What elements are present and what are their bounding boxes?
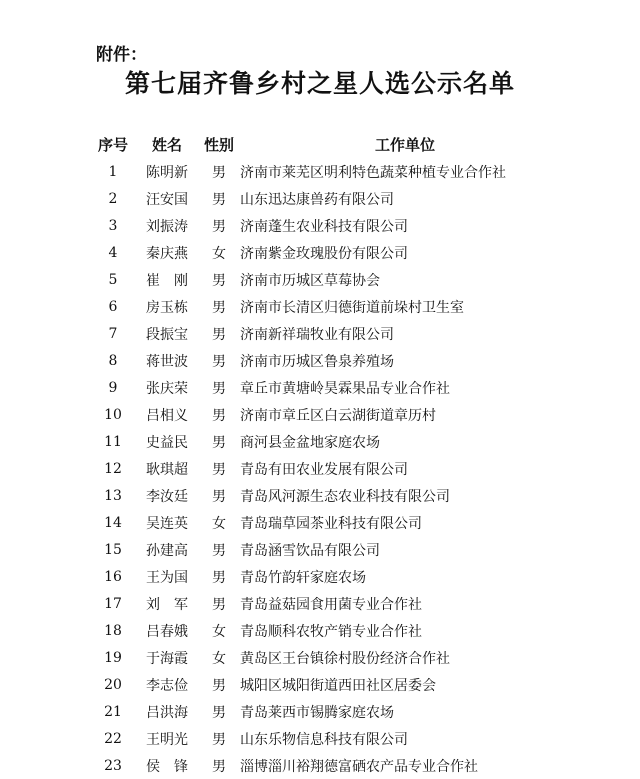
cell-name: 蒋世波 [146,353,188,370]
table-row [90,185,570,212]
cell-number: 22 [104,730,122,747]
cell-name: 吕相义 [146,407,188,424]
column-header-number: 序号 [97,135,128,154]
cell-workplace: 青岛顺科农牧产销专业合作社 [240,623,422,640]
cell-number: 9 [108,379,118,396]
table-row [90,347,570,374]
cell-workplace: 青岛涵雪饮品有限公司 [240,542,380,559]
cell-name: 史益民 [146,434,188,451]
cell-name: 张庆荣 [146,380,188,397]
cell-name: 吴连英 [146,515,188,532]
table-row [90,158,570,185]
cell-number: 12 [104,460,122,477]
candidate-table [90,130,570,779]
table-row [90,698,570,725]
cell-workplace: 济南市历城区草莓协会 [240,272,380,289]
cell-gender: 男 [212,434,226,451]
cell-workplace: 济南市莱芜区明利特色蔬菜种植专业合作社 [240,164,506,181]
table-row [90,239,570,266]
cell-name: 秦庆燕 [146,245,188,262]
cell-workplace: 青岛瑞草园茶业科技有限公司 [240,515,422,532]
cell-gender: 男 [212,542,226,559]
cell-name: 孙建高 [146,542,188,559]
table-row [90,266,570,293]
cell-name: 汪安国 [146,191,188,208]
document-title: 第七届齐鲁乡村之星人选公示名单 [124,69,515,98]
cell-gender: 男 [212,677,226,694]
table-row [90,644,570,671]
cell-gender: 女 [212,623,226,640]
cell-number: 13 [104,487,122,504]
table-row [90,536,570,563]
table-row [90,590,570,617]
cell-number: 17 [104,595,122,612]
cell-number: 18 [104,622,122,639]
cell-number: 15 [104,541,122,558]
column-header-name: 姓名 [151,135,182,154]
cell-gender: 男 [212,704,226,721]
cell-number: 5 [108,271,118,288]
cell-workplace: 淄博淄川裕翔德富硒农产品专业合作社 [240,758,478,775]
cell-gender: 男 [212,353,226,370]
cell-number: 7 [108,325,118,342]
cell-number: 14 [104,514,122,531]
table-row [90,563,570,590]
cell-name: 刘 军 [146,596,188,613]
cell-name: 刘振涛 [146,218,188,235]
cell-gender: 男 [212,407,226,424]
cell-workplace: 济南紫金玫瑰股份有限公司 [240,245,408,262]
table-row [90,509,570,536]
cell-gender: 男 [212,299,226,316]
cell-number: 19 [104,649,122,666]
cell-number: 8 [108,352,118,369]
cell-number: 16 [104,568,122,585]
cell-name: 王为国 [146,569,188,586]
cell-name: 李汝廷 [146,488,188,505]
cell-workplace: 济南市长清区归德街道前垛村卫生室 [240,299,464,316]
cell-workplace: 济南蓬生农业科技有限公司 [240,218,408,235]
table-row [90,671,570,698]
column-header-workplace: 工作单位 [374,135,435,154]
table-row [90,212,570,239]
cell-workplace: 城阳区城阳街道西田社区居委会 [240,677,436,694]
cell-number: 2 [108,190,118,207]
cell-name: 于海霞 [146,650,188,667]
cell-number: 10 [104,406,122,423]
cell-name: 房玉栋 [146,299,188,316]
cell-gender: 男 [212,218,226,235]
table-row [90,455,570,482]
cell-gender: 女 [212,515,226,532]
cell-name: 段振宝 [146,326,188,343]
cell-name: 陈明新 [146,164,188,181]
table-row [90,428,570,455]
cell-workplace: 济南市章丘区白云湖街道章历村 [240,407,436,424]
table-row [90,320,570,347]
cell-number: 6 [108,298,118,315]
cell-name: 耿琪超 [146,461,188,478]
table-row [90,617,570,644]
cell-name: 崔 刚 [146,272,188,289]
cell-number: 1 [108,163,118,180]
cell-gender: 男 [212,758,226,775]
cell-workplace: 青岛莱西市锡腾家庭农场 [240,704,394,721]
table-row [90,752,570,779]
cell-gender: 男 [212,596,226,613]
cell-workplace: 青岛风河源生态农业科技有限公司 [240,488,450,505]
cell-workplace: 山东乐物信息科技有限公司 [240,731,408,748]
cell-name: 侯 锋 [146,758,188,775]
table-row [90,293,570,320]
cell-gender: 男 [212,272,226,289]
cell-workplace: 章丘市黄塘岭昊霖果品专业合作社 [240,380,450,397]
table-row [90,374,570,401]
attachment-label: 附件： [96,45,147,65]
table-row [90,401,570,428]
cell-workplace: 黄岛区王台镇徐村股份经济合作社 [240,650,450,667]
cell-gender: 男 [212,461,226,478]
cell-number: 20 [104,676,122,693]
table-row [90,725,570,752]
cell-gender: 男 [212,488,226,505]
cell-workplace: 山东迅达康兽药有限公司 [240,191,394,208]
cell-workplace: 济南市历城区鲁泉养殖场 [240,353,394,370]
column-header-gender: 性别 [203,135,234,154]
cell-name: 吕春娥 [146,623,188,640]
cell-name: 李志俭 [146,677,188,694]
cell-number: 3 [108,217,118,234]
cell-number: 23 [104,757,122,774]
cell-gender: 女 [212,650,226,667]
cell-workplace: 商河县金盆地家庭农场 [240,434,380,451]
cell-workplace: 青岛有田农业发展有限公司 [240,461,408,478]
cell-gender: 女 [212,245,226,262]
cell-number: 11 [104,433,122,450]
table-row [90,482,570,509]
cell-workplace: 青岛竹韵轩家庭农场 [240,569,366,586]
cell-name: 王明光 [146,731,188,748]
cell-gender: 男 [212,380,226,397]
cell-workplace: 青岛益菇园食用菌专业合作社 [240,596,422,613]
cell-gender: 男 [212,731,226,748]
cell-gender: 男 [212,191,226,208]
cell-number: 21 [104,703,122,720]
cell-number: 4 [108,244,118,261]
cell-gender: 男 [212,569,226,586]
cell-workplace: 济南新祥瑞牧业有限公司 [240,326,394,343]
cell-name: 吕洪海 [146,704,188,721]
cell-gender: 男 [212,164,226,181]
table-header-row [90,130,570,158]
cell-gender: 男 [212,326,226,343]
